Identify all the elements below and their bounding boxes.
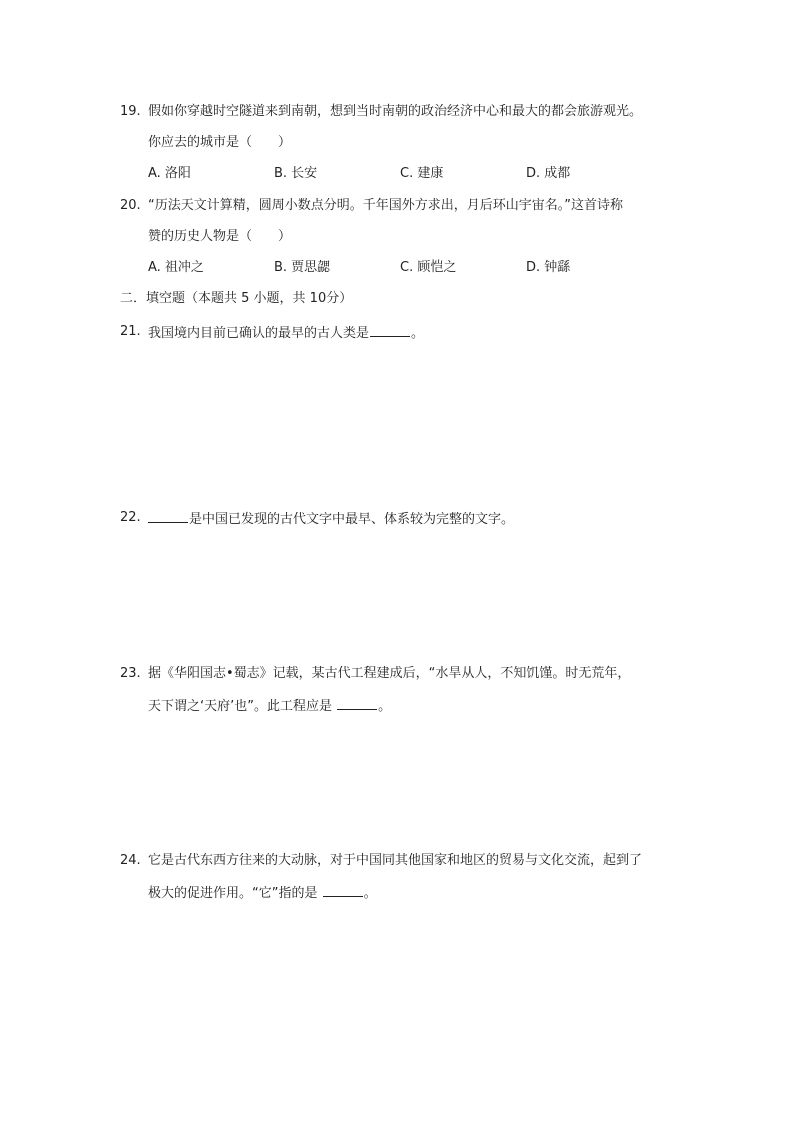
question-text: 假如你穿越时空隧道来到南朝，想到当时南朝的政治经济中心和最大的都会旅游观光。: [148, 104, 643, 119]
question-number: 24.: [120, 853, 141, 868]
question-number: 19.: [120, 104, 141, 119]
question-text-before: 我国境内目前已确认的最早的古人类是: [148, 326, 370, 341]
question-text-after: 。: [411, 326, 425, 341]
section-heading: 二．填空题（本题共 5 小题，共 10分）: [120, 291, 353, 306]
answer-blank[interactable]: [323, 884, 363, 897]
question-text: 你应去的城市是（ ）: [148, 135, 292, 150]
question-text-after: 。: [378, 699, 392, 714]
question-number: 22.: [120, 510, 141, 525]
question-number: 21.: [120, 324, 141, 339]
option-d[interactable]: D. 钟繇: [526, 260, 571, 275]
question-text-before: 天下谓之‘天府’也”。此工程应是: [148, 699, 337, 714]
option-c[interactable]: C. 顾恺之: [400, 260, 457, 275]
question-text-before: 极大的促进作用。“它”指的是: [148, 886, 322, 901]
answer-blank[interactable]: [370, 324, 410, 337]
question-text: 它是古代东西方往来的大动脉，对于中国同其他国家和地区的贸易与文化交流，起到了: [148, 853, 643, 868]
question-text: [148, 884, 377, 902]
question-text: [148, 324, 424, 342]
question-text: [148, 697, 391, 715]
option-b[interactable]: B. 贾思勰: [274, 260, 331, 275]
option-b[interactable]: B. 长安: [274, 166, 318, 181]
question-text-after: 是中国已发现的古代文字中最早、体系较为完整的文字。: [189, 512, 515, 527]
option-a[interactable]: A. 洛阳: [148, 166, 191, 181]
question-number: 23.: [120, 666, 141, 681]
question-text: [148, 510, 514, 528]
option-d[interactable]: D. 成都: [526, 166, 571, 181]
option-c[interactable]: C. 建康: [400, 166, 444, 181]
question-text: “历法天文计算精，圆周小数点分明。千年国外方求出，月后环山宇宙名。”这首诗称: [148, 198, 623, 213]
answer-blank[interactable]: [148, 510, 188, 523]
answer-blank[interactable]: [337, 697, 377, 710]
question-number: 20.: [120, 198, 141, 213]
question-text: 据《华阳国志•蜀志》记载，某古代工程建成后，“水旱从人，不知饥馑。时无荒年，: [148, 666, 631, 681]
option-a[interactable]: A. 祖冲之: [148, 260, 204, 275]
question-text: 赞的历史人物是（ ）: [148, 229, 292, 244]
question-text-after: 。: [363, 886, 377, 901]
